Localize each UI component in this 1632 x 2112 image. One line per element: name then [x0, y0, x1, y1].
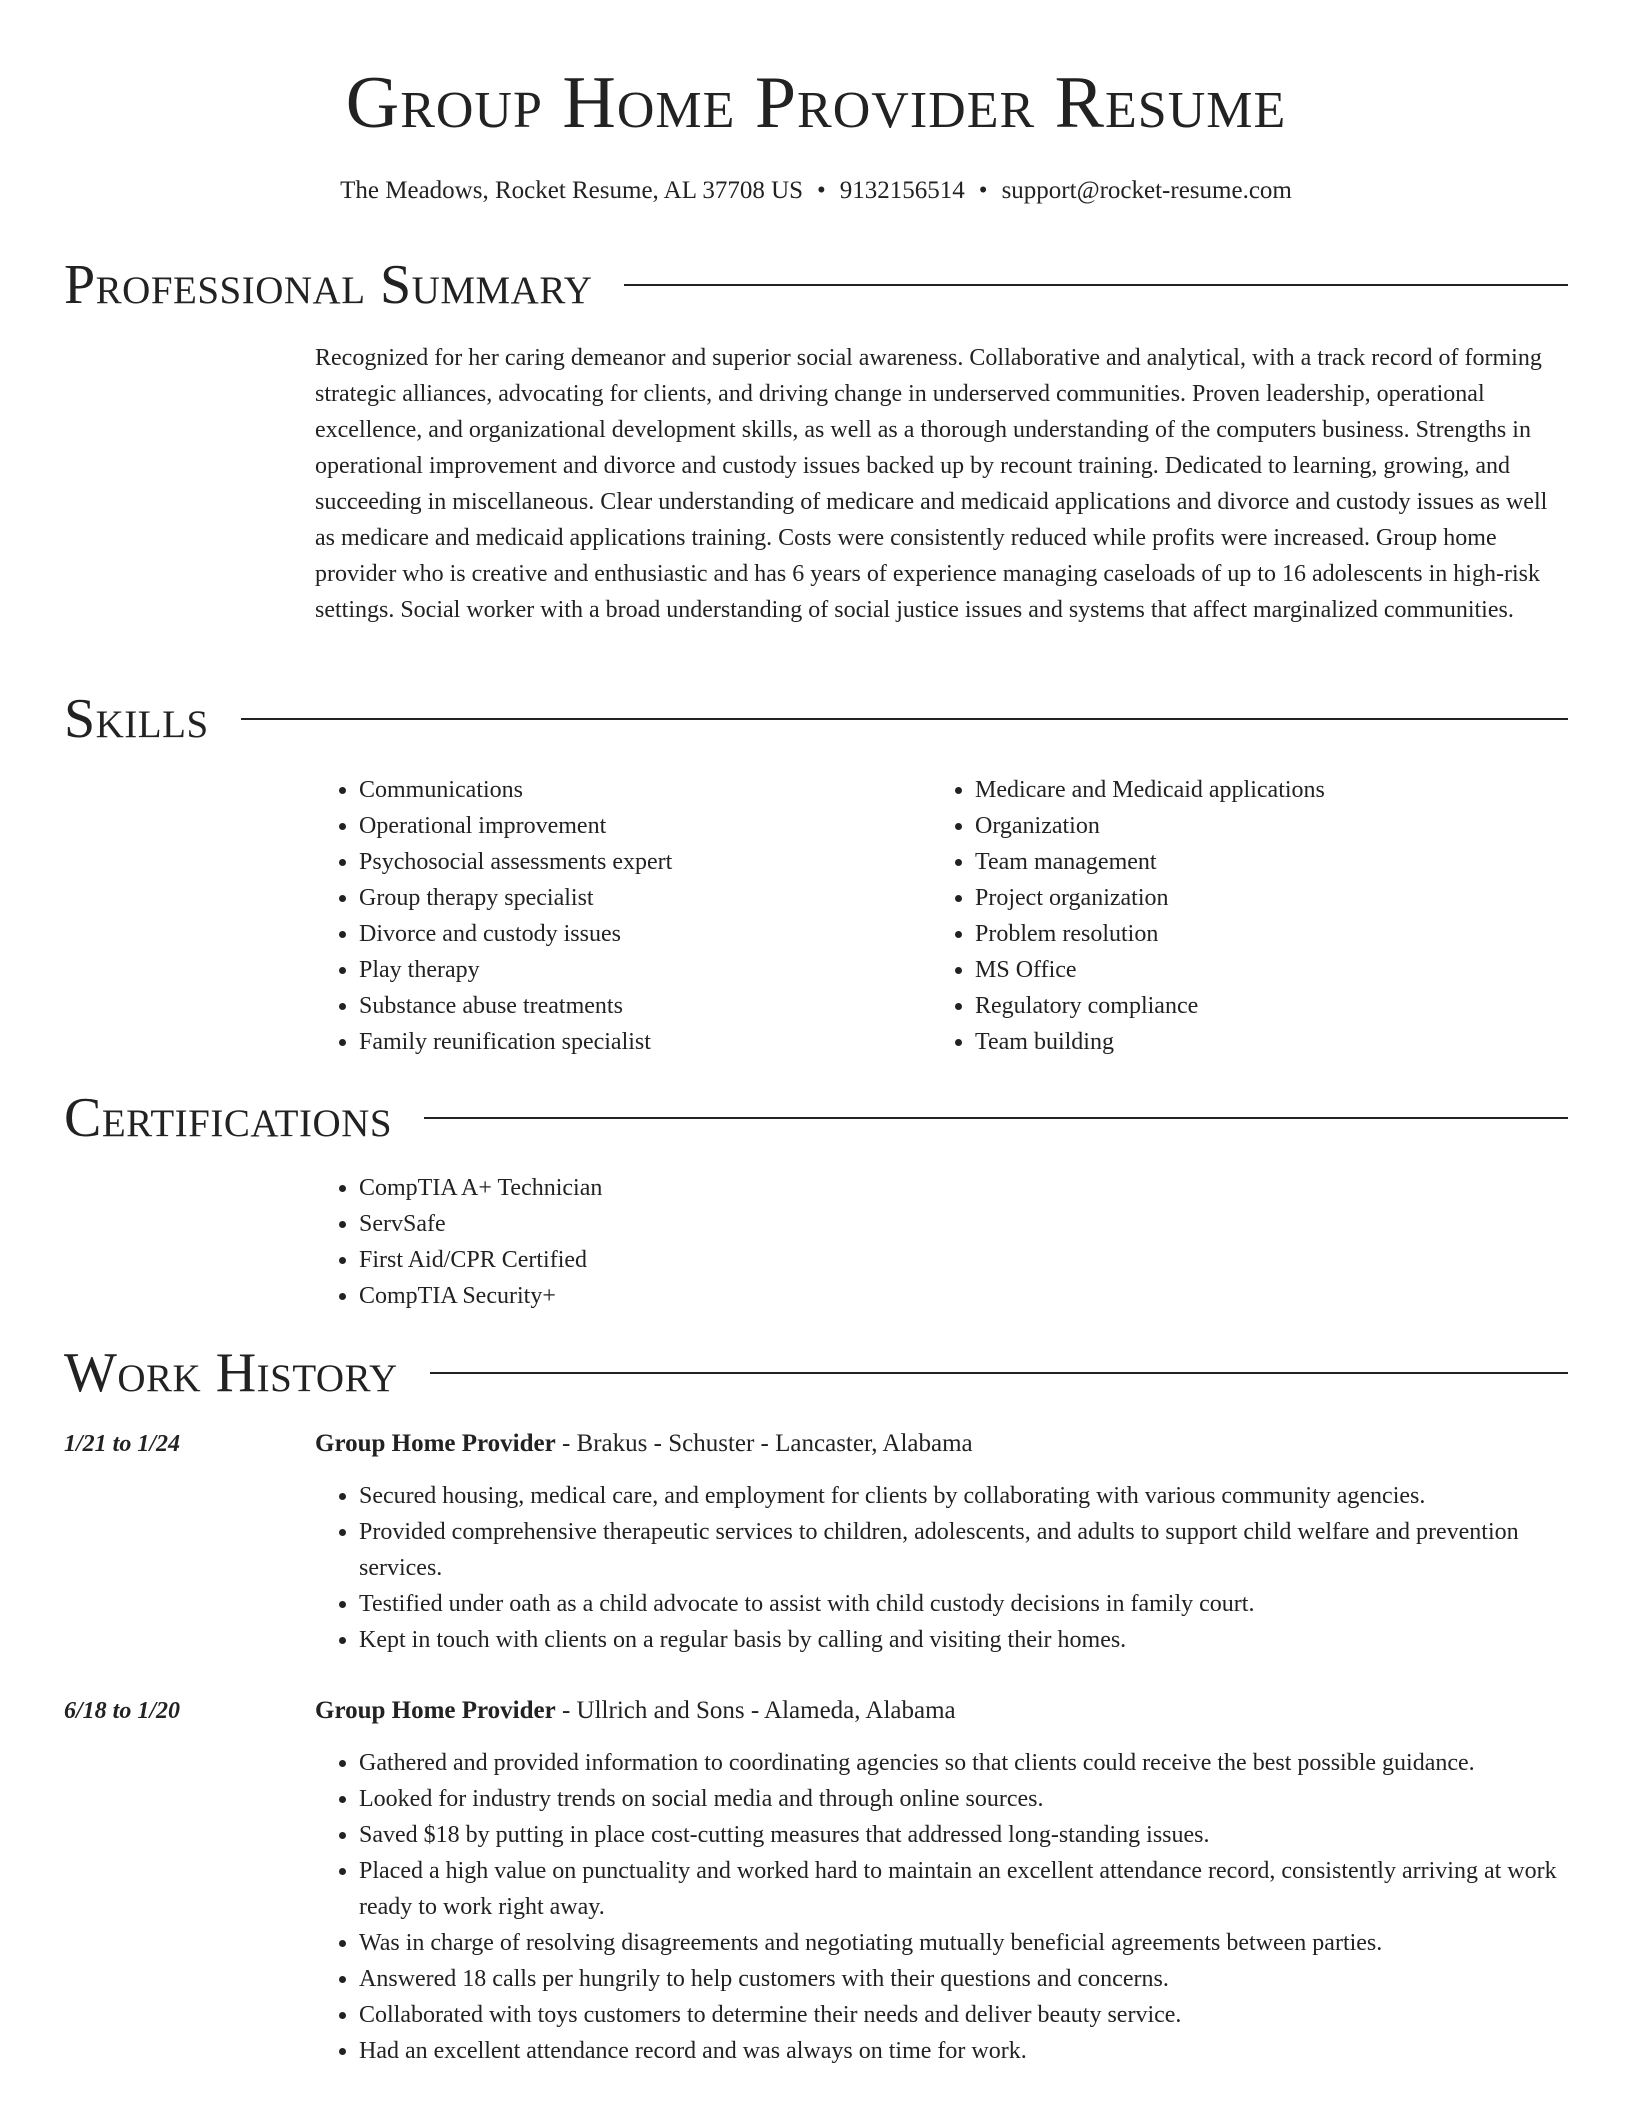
contact-address: The Meadows, Rocket Resume, AL 37708 US [340, 177, 804, 204]
job-dates: 1/21 to 1/24 [64, 1431, 181, 1457]
job-bullet: • Looked for industry trends on social media and through online sources. [359, 1781, 1570, 1817]
resume-title: Group Home Provider Resume [345, 62, 1287, 144]
section-divider [430, 1372, 1568, 1374]
skill-item: • MS Office [975, 952, 1571, 988]
skill-item: • Regulatory compliance [975, 988, 1571, 1024]
job-bullets [315, 1745, 1570, 2069]
certifications-block [315, 1170, 1015, 1314]
job-employer-location: - Brakus - Schuster - Lancaster, Alabama [555, 1430, 973, 1457]
job-bullets [315, 1478, 1570, 1658]
skill-item: • Group therapy specialist [359, 880, 915, 916]
job-bullet: • Provided comprehensive therapeutic services to children, adolescents, and adults to support child welfare and prevention services. [359, 1514, 1570, 1586]
skill-item: • Play therapy [359, 952, 915, 988]
section-divider [424, 1117, 1568, 1119]
job-bullet: • Was in charge of resolving disagreements and negotiating mutually beneficial agreements between parties. [359, 1925, 1570, 1961]
job-title: Group Home Provider [315, 1697, 556, 1724]
job-bullet: • Secured housing, medical care, and employment for clients by collaborating with various community agencies. [359, 1478, 1570, 1514]
skill-item: • Team management [975, 844, 1571, 880]
summary-text: Recognized for her caring demeanor and superior social awareness. Collaborative and analytical, with a track record of forming strategic alliances, advocating for clients, and driving change in underserved communities. Proven leadership, operational excellence, and organizational development skills, as well as a thorough understanding of the computers business. Strengths in operational improvement and divorce and custody issues backed up by recount training. Dedicated to learning, growing, and succeeding in miscellaneous. Clear understanding of medicare and medicaid applications and divorce and custody issues as well as medicare and medicaid applications training. Costs were consistently reduced while profits were increased. Group home provider who is creative and enthusiastic and has 6 years of experience managing caseloads of up to 16 adolescents in high-risk settings. Social worker with a broad understanding of social justice issues and systems that affect marginalized communities. [315, 345, 1548, 623]
job-bullet: • Testified under oath as a child advocate to assist with child custody decisions in family court. [359, 1586, 1570, 1622]
certifications-list [315, 1170, 1015, 1314]
skill-item: • Psychosocial assessments expert [359, 844, 915, 880]
contact-email: support@rocket-resume.com [1001, 177, 1292, 204]
job-bullet: • Saved $18 by putting in place cost-cutting measures that addressed long-standing issues. [359, 1817, 1570, 1853]
skill-item: • Substance abuse treatments [359, 988, 915, 1024]
section-header-skills [64, 684, 1568, 754]
job-employer-location: - Ullrich and Sons - Alameda, Alabama [555, 1697, 956, 1724]
job-title: Group Home Provider [315, 1430, 556, 1457]
section-title-work-history: Work History [64, 1342, 398, 1404]
section-header-certifications [64, 1083, 1568, 1153]
skill-item: • Divorce and custody issues [359, 916, 915, 952]
skill-item: • Medicare and Medicaid applications [975, 772, 1571, 808]
contact-phone: 9132156514 [839, 177, 965, 204]
skill-item: • Problem resolution [975, 916, 1571, 952]
certification-item: • First Aid/CPR Certified [359, 1242, 1015, 1278]
section-divider [624, 284, 1568, 286]
job-dates: 6/18 to 1/20 [64, 1698, 181, 1724]
skills-list-right [931, 772, 1571, 1060]
skills-list-left [315, 772, 915, 1060]
section-title-certifications: Certifications [64, 1087, 393, 1149]
job-heading [315, 1693, 956, 1729]
section-title-summary: Professional Summary [64, 254, 593, 316]
skills-column-left [315, 772, 915, 1060]
skills-column-right [931, 772, 1571, 1060]
job-bullet: • Collaborated with toys customers to determine their needs and deliver beauty service. [359, 1997, 1570, 2033]
job-bullet: • Kept in touch with clients on a regular basis by calling and visiting their homes. [359, 1622, 1570, 1658]
section-divider [241, 718, 1568, 720]
skill-item: • Organization [975, 808, 1571, 844]
skill-item: • Operational improvement [359, 808, 915, 844]
skill-item: • Family reunification specialist [359, 1024, 915, 1060]
contact-separator: • [978, 177, 988, 204]
section-header-work-history [64, 1338, 1568, 1408]
skill-item: • Team building [975, 1024, 1571, 1060]
contact-line [0, 174, 1632, 208]
section-title-skills: Skills [64, 688, 209, 750]
skill-item: • Project organization [975, 880, 1571, 916]
certification-item: • CompTIA A+ Technician [359, 1170, 1015, 1206]
certification-item: • ServSafe [359, 1206, 1015, 1242]
job-bullet: • Gathered and provided information to coordinating agencies so that clients could receive the best possible guidance. [359, 1745, 1570, 1781]
job-bullet: • Placed a high value on punctuality and worked hard to maintain an excellent attendance record, consistently arriving at work ready to work right away. [359, 1853, 1570, 1925]
skill-item: • Communications [359, 772, 915, 808]
certification-item: • CompTIA Security+ [359, 1278, 1015, 1314]
section-header-summary [64, 250, 1568, 320]
job-bullet: • Had an excellent attendance record and was always on time for work. [359, 2033, 1570, 2069]
job-heading [315, 1426, 973, 1462]
job-bullet: • Answered 18 calls per hungrily to help customers with their questions and concerns. [359, 1961, 1570, 1997]
contact-separator: • [817, 177, 826, 204]
